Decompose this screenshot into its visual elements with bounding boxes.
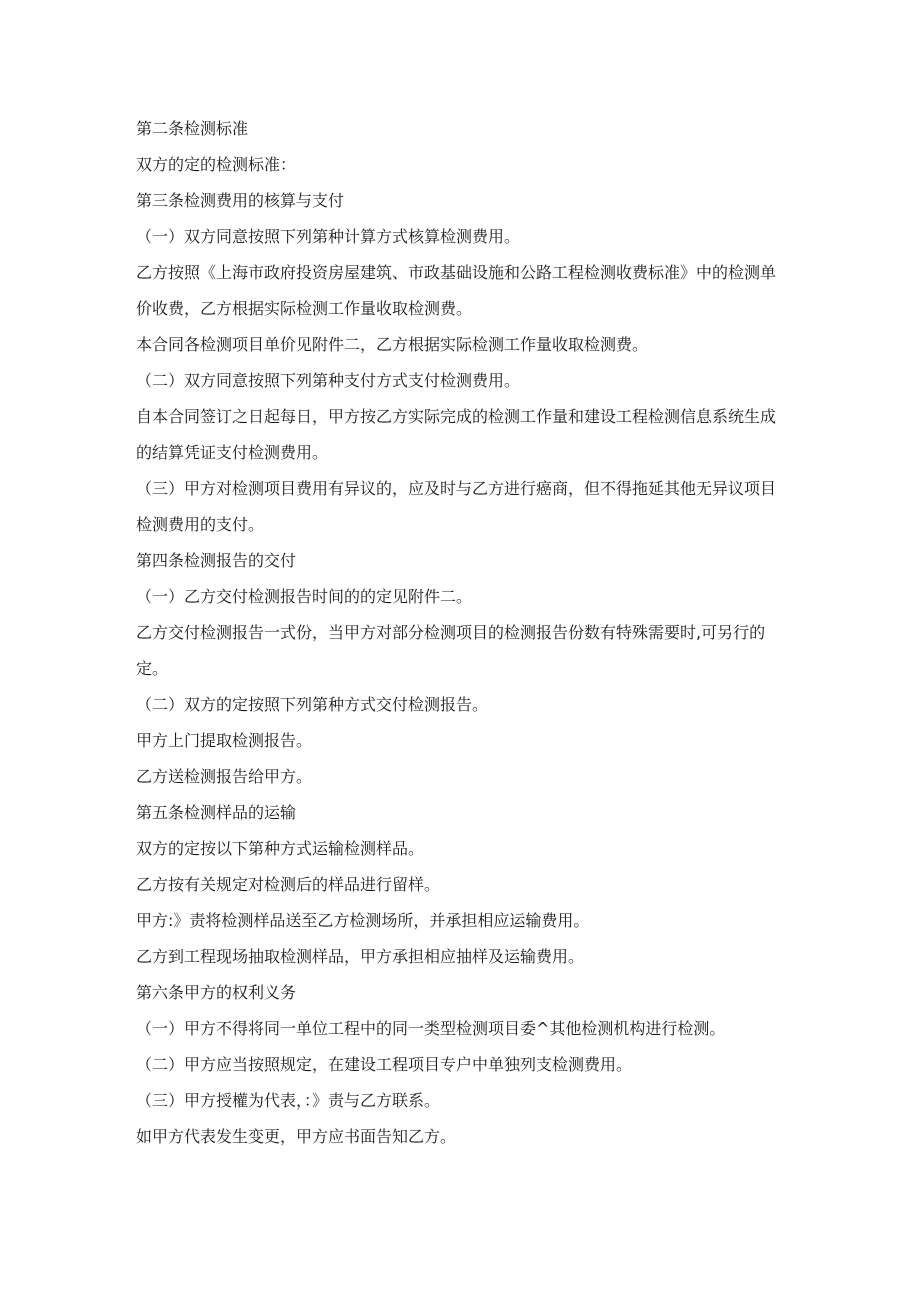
paragraph: 如甲方代表发生变更，甲方应书面告知乙方。	[136, 1127, 457, 1146]
paragraph: （三）甲方对检测项目费用有异议的，应及时与乙方进行癌商，但不得拖延其他无异议项目检测费用的支付。	[136, 479, 777, 534]
paragraph: 甲方上门提取检测报告。	[136, 731, 313, 750]
paragraph: （二）双方的定按照下列第种方式交付检测报告。	[136, 695, 489, 714]
paragraph: 本合同各检测项目单价见附件二，乙方根据实际检测工作量收取检测费。	[136, 335, 649, 354]
paragraph: （三）甲方授權为代表，：》责与乙方联系。	[136, 1091, 441, 1110]
heading-article-4: 第四条检测报告的交付	[136, 551, 297, 570]
heading-article-3: 第三条检测费用的核算与支付	[136, 191, 345, 210]
paragraph: 乙方送检测报告给甲方。	[136, 767, 313, 786]
paragraph: 乙方按照《上海市政府投资房屋建筑、市政基础设施和公路工程检测收费标准》中的检测单价收费，乙方根据实际检测工作量收取检测费。	[136, 263, 777, 318]
paragraph: 自本合同签订之日起每日，甲方按乙方实际完成的检测工作量和建设工程检测信息系统生成的结算凭证支付检测费用。	[136, 407, 777, 462]
heading-article-5: 第五条检测样品的运输	[136, 803, 297, 822]
paragraph: 甲方:》责将检测样品送至乙方检测场所，并承担相应运输费用。	[136, 911, 590, 930]
paragraph: 乙方到工程现场抽取检测样品，甲方承担相应抽样及运输费用。	[136, 947, 585, 966]
paragraph: （二）甲方应当按照规定，在建设工程项目专户中单独列支检测费用。	[136, 1055, 633, 1074]
paragraph: 乙方按有关规定对检测后的样品进行留样。	[136, 875, 441, 894]
document-body	[136, 111, 788, 1155]
paragraph: （一）甲方不得将同一单位工程中的同一类型检测项目委^其他检测机构进行检测。	[136, 1019, 726, 1038]
paragraph: 双方的定的检测标准：	[136, 155, 297, 174]
paragraph: 双方的定按以下第种方式运输检测样品。	[136, 839, 425, 858]
heading-article-6: 第六条甲方的权利义务	[136, 983, 297, 1002]
heading-article-2: 第二条检测标准	[136, 119, 249, 138]
paragraph: 乙方交付检测报告一式份，当甲方对部分检测项目的检测报告份数有特殊需要时,可另行的定。	[136, 623, 766, 678]
paragraph: （一）乙方交付检测报告时间的的定见附件二。	[136, 587, 473, 606]
paragraph: （二）双方同意按照下列第种支付方式支付检测费用。	[136, 371, 521, 390]
paragraph: （一）双方同意按照下列第种计算方式核算检测费用。	[136, 227, 521, 246]
